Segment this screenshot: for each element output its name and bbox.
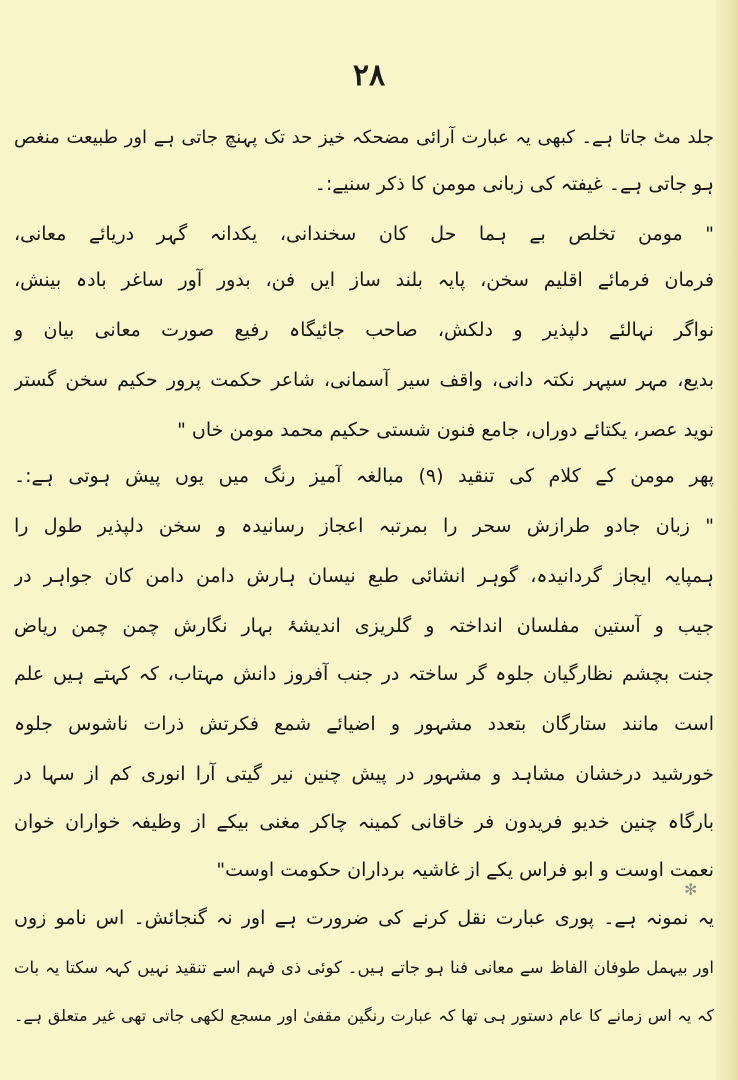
quote-line: " مومن تخلص بے ہما حل کان سخندانی، یکدانہ گہر دریائے معانی، — [14, 223, 714, 245]
quote-line: بدیع، مہر سپہر نکتہ دانی، واقف سیر آسمانی، شاعر حکمت پرور حکیم سخن گستر — [14, 369, 714, 391]
page-edge-shadow — [716, 0, 738, 1080]
text-line: پھر مومن کے کلام کی تنقید (۹) مبالغہ آمیز رنگ میں یوں پیش ہوتی ہے:۔ — [14, 465, 714, 487]
quote-line: فرمان فرمائے اقلیم سخن، پایہ بلند ساز ایں فن، بدور آور ساغر بادہ بینش، — [14, 269, 714, 291]
quote-line: نواگر نہالئے دلپذیر و دلکش، صاحب جائیگاہ رفیع صورت معانی بیان و — [14, 319, 714, 341]
text-line: یہ نمونہ ہے۔ پوری عبارت نقل کرنے کی ضرورت ہے اور نہ گنجائش۔ اس نامو زوں — [14, 907, 714, 929]
quote-line: جیب و آستین مفلسان انداختہ و گلریزی اندیشۂ بہار نگارش چمن چمن ریاض — [14, 615, 714, 637]
quote-line: جنت بچشم نظارگیان جلوہ گر ساختہ در جنب آفروز دانش مہتاب، کہ کہتے ہیں علم — [14, 663, 714, 685]
quote-line: نعمت اوست و ابو فراس یکے از غاشیہ برداران حکومت اوست" — [216, 859, 714, 881]
quote-line: است مانند ستارگان بتعدد مشہور و اضیائے شمع فکرتش ذرات ناشوس جلوہ — [14, 713, 714, 735]
text-line: کہ یہ اس زمانے کا عام دستور ہی تھا کہ عبارت رنگین مقفیٰ اور مسجع لکھی جاتی تھی غیر متعلق ہے۔ — [14, 1006, 714, 1025]
quote-line: بارگاہ چنین خدیو فریدون فر خاقانی کمینہ چاکر مغنی بیکے از وظیفہ خواران خوان — [14, 811, 714, 833]
quote-line: نوید عصر، یکتائے دوراں، جامع فنون شستی حکیم محمد مومن خاں " — [177, 419, 714, 441]
quote-line: خورشید درخشان مشاہد و مشہور در پیش چنین نیر گیتی آرا انوری کم از سہا در — [14, 763, 714, 785]
text-line: جلد مٹ جاتا ہے۔ کبھی یہ عبارت آرائی مضحکہ خیز حد تک پہنچ جاتی ہے اور طبیعت منغص — [14, 127, 714, 148]
quote-line: ہمپایہ ایجاز گردانیدہ، گوہر انشائی طبع نیسان ہارش دامن دامن کان جواہر در — [14, 565, 714, 587]
text-line: اور بیہمل طوفان الفاظ سے معانی فنا ہو جاتے ہیں۔ کوئی ذی فہم اسے تنقید نہیں کہہ سکتا یہ بات — [14, 958, 714, 977]
text-line: ہو جاتی ہے۔ غیفتہ کی زبانی مومن کا ذکر سنیے:۔ — [314, 173, 714, 195]
page-number: ۲۸ — [352, 58, 386, 93]
quote-line: " زبان جادو طرازش سحر را بمرتبہ اعجاز رسانیدہ و سخن دلپذیر طول را — [14, 515, 714, 537]
ink-speck: ✻ — [684, 880, 698, 899]
